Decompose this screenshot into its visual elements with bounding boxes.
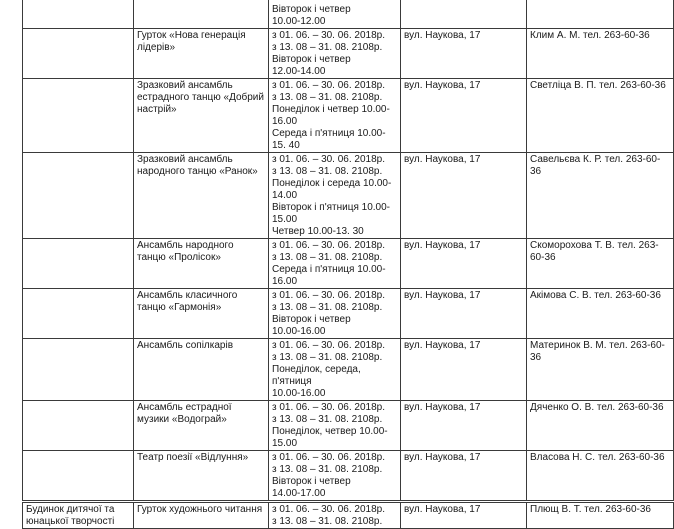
institution-cell <box>23 29 134 79</box>
contact: Клим А. М. тел. 263-60-36 <box>530 30 650 41</box>
schedule-cell <box>269 239 401 289</box>
contact: Материнок В. М. тел. 263-60-36 <box>530 340 665 363</box>
address: вул. Наукова, 17 <box>404 290 481 301</box>
address-cell <box>401 502 527 529</box>
contact: Власова Н. С. тел. 263-60-36 <box>530 452 665 463</box>
schedule-cell <box>269 289 401 339</box>
activity-name: Гурток «Нова генерація лідерів» <box>137 30 246 53</box>
activity-name: Театр поезії «Відлуння» <box>137 452 249 463</box>
schedule-cell <box>269 451 401 502</box>
address-cell <box>401 289 527 339</box>
schedule-line: з 13. 08 – 31. 08. 2108р. <box>272 252 383 263</box>
address-cell <box>401 339 527 401</box>
activity-name-cell <box>134 339 269 401</box>
schedule-line: з 13. 08 – 31. 08. 2108р. <box>272 42 383 53</box>
schedule-line: 10.00-16.00 <box>272 326 326 337</box>
contact-cell <box>527 502 674 529</box>
schedule-line: з 01. 06. – 30. 06. 2018р. <box>272 402 386 413</box>
table-row <box>23 153 674 239</box>
schedule-cell <box>269 79 401 153</box>
contact-cell <box>527 451 674 502</box>
activity-name-cell <box>134 79 269 153</box>
address-cell <box>401 239 527 289</box>
contact-cell <box>527 29 674 79</box>
schedule-table-body <box>23 0 674 529</box>
schedule-line: з 13. 08 – 31. 08. 2108р. <box>272 464 383 475</box>
address: вул. Наукова, 17 <box>404 452 481 463</box>
address: вул. Наукова, 17 <box>404 402 481 413</box>
table-row <box>23 0 674 29</box>
table-row <box>23 29 674 79</box>
schedule-line: Вівторок і четвер <box>272 4 351 15</box>
institution-cell <box>23 339 134 401</box>
activity-name: Зразковий ансамбль естрадного танцю «Добрий настрій» <box>137 80 264 115</box>
schedule-line: Середа і п'ятниця 10.00-16.00 <box>272 264 386 287</box>
schedule-line: Вівторок і п'ятниця 10.00-15.00 <box>272 202 390 225</box>
contact-cell <box>527 339 674 401</box>
schedule-line: з 01. 06. – 30. 06. 2018р. <box>272 340 386 351</box>
schedule-cell <box>269 29 401 79</box>
contact-cell <box>527 79 674 153</box>
schedule-line: з 13. 08 – 31. 08. 2108р. <box>272 302 383 313</box>
contact: Плющ В. Т. тел. 263-60-36 <box>530 504 651 515</box>
schedule-line: 14.00-17.00 <box>272 488 326 499</box>
institution-cell <box>23 153 134 239</box>
table-row <box>23 401 674 451</box>
schedule-line: 10.00-12.00 <box>272 16 326 27</box>
address: вул. Наукова, 17 <box>404 30 481 41</box>
table-row <box>23 502 674 529</box>
activity-name-cell <box>134 153 269 239</box>
contact: Дяченко О. В. тел. 263-60-36 <box>530 402 664 413</box>
contact: Акімова С. В. тел. 263-60-36 <box>530 290 661 301</box>
schedule-line: Понеділок і четвер 10.00-16.00 <box>272 104 390 127</box>
schedule-line: з 13. 08 – 31. 08. 2108р. <box>272 414 383 425</box>
schedule-line: з 01. 06. – 30. 06. 2018р. <box>272 504 386 515</box>
schedule-line: з 13. 08 – 31. 08. 2108р. <box>272 92 383 103</box>
address: вул. Наукова, 17 <box>404 80 481 91</box>
schedule-line: Вівторок і четвер <box>272 54 351 65</box>
address: вул. Наукова, 17 <box>404 154 481 165</box>
contact-cell <box>527 0 674 29</box>
institution-cell <box>23 401 134 451</box>
schedule-line: 10.00-16.00 <box>272 388 326 399</box>
schedule-line: з 01. 06. – 30. 06. 2018р. <box>272 154 386 165</box>
institution-name-line: Будинок дитячої та <box>26 504 115 515</box>
schedule-cell <box>269 0 401 29</box>
schedule-line: з 01. 06. – 30. 06. 2018р. <box>272 290 386 301</box>
schedule-cell <box>269 401 401 451</box>
table-row <box>23 239 674 289</box>
table-row <box>23 289 674 339</box>
contact: Скоморохова Т. В. тел. 263-60-36 <box>530 240 659 263</box>
schedule-line: 12.00-14.00 <box>272 66 326 77</box>
activity-name-cell <box>134 451 269 502</box>
institution-cell <box>23 289 134 339</box>
contact-cell <box>527 289 674 339</box>
schedule-line: з 13. 08 – 31. 08. 2108р. <box>272 166 383 177</box>
schedule-line: з 13. 08 – 31. 08. 2108р. <box>272 352 383 363</box>
activity-name: Ансамбль сопілкарів <box>137 340 234 351</box>
schedule-cell <box>269 153 401 239</box>
activity-name-cell <box>134 502 269 529</box>
activity-name-cell <box>134 401 269 451</box>
schedule-table <box>22 0 674 529</box>
activity-name: Зразковий ансамбль народного танцю «Ранок» <box>137 154 258 177</box>
table-row <box>23 339 674 401</box>
table-row <box>23 79 674 153</box>
contact: Светліца В. П. тел. 263-60-36 <box>530 80 666 91</box>
schedule-line: з 01. 06. – 30. 06. 2018р. <box>272 30 386 41</box>
address-cell <box>401 0 527 29</box>
schedule-line: з 01. 06. – 30. 06. 2018р. <box>272 452 386 463</box>
institution-cell <box>23 79 134 153</box>
address-cell <box>401 79 527 153</box>
address-cell <box>401 451 527 502</box>
document-page <box>22 0 666 527</box>
activity-name: Гурток художнього читання <box>137 504 263 515</box>
activity-name-cell <box>134 0 269 29</box>
contact-cell <box>527 401 674 451</box>
schedule-line: з 13. 08 – 31. 08. 2108р. <box>272 516 383 527</box>
address-cell <box>401 153 527 239</box>
schedule-line: Середа і п'ятниця 10.00-15. 40 <box>272 128 386 151</box>
activity-name: Ансамбль естрадної музики «Водограй» <box>137 402 232 425</box>
table-row <box>23 451 674 502</box>
institution-cell <box>23 502 134 529</box>
activity-name-cell <box>134 239 269 289</box>
schedule-line: Понеділок і середа 10.00-14.00 <box>272 178 392 201</box>
schedule-line: Понеділок, середа, п'ятниця <box>272 364 361 387</box>
institution-cell <box>23 239 134 289</box>
schedule-line: Вівторок і четвер <box>272 476 351 487</box>
schedule-line: Четвер 10.00-13. 30 <box>272 226 364 237</box>
institution-cell <box>23 451 134 502</box>
activity-name-cell <box>134 29 269 79</box>
contact-cell <box>527 239 674 289</box>
contact-cell <box>527 153 674 239</box>
address: вул. Наукова, 17 <box>404 340 481 351</box>
schedule-line: з 01. 06. – 30. 06. 2018р. <box>272 80 386 91</box>
activity-name-cell <box>134 289 269 339</box>
address-cell <box>401 29 527 79</box>
schedule-cell <box>269 339 401 401</box>
institution-name-line: юнацької творчості <box>26 516 115 527</box>
address: вул. Наукова, 17 <box>404 240 481 251</box>
schedule-line: Вівторок і четвер <box>272 314 351 325</box>
activity-name: Ансамбль класичного танцю «Гармонія» <box>137 290 238 313</box>
activity-name: Ансамбль народного танцю «Пролісок» <box>137 240 234 263</box>
contact: Савельєва К. Р. тел. 263-60-36 <box>530 154 661 177</box>
schedule-line: з 01. 06. – 30. 06. 2018р. <box>272 240 386 251</box>
schedule-line: Понеділок, четвер 10.00-15.00 <box>272 426 388 449</box>
schedule-cell <box>269 502 401 529</box>
address: вул. Наукова, 17 <box>404 504 481 515</box>
institution-cell <box>23 0 134 29</box>
address-cell <box>401 401 527 451</box>
